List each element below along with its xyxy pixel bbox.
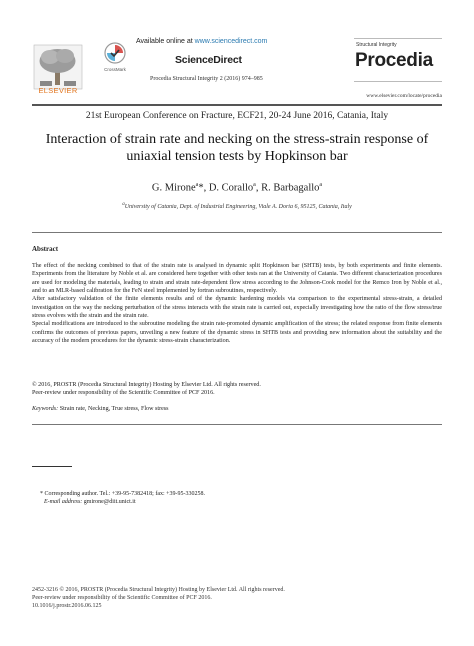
bottom-copyright (32, 586, 442, 610)
sciencedirect-link[interactable]: www.sciencedirect.com (194, 38, 268, 45)
email-line (40, 498, 205, 506)
header-divider (32, 104, 442, 106)
elsevier-wordmark: ELSEVIER (38, 86, 78, 95)
title-divider (32, 232, 442, 233)
available-online-line (136, 38, 267, 45)
affiliation (32, 202, 442, 210)
paper-title-line-2: uniaxial tension tests by Hopkinson bar (126, 149, 348, 164)
corresponding-mark: * (198, 182, 204, 194)
paper-title-line-1: Interaction of strain rate and necking on the stress-strain response of (45, 132, 429, 147)
footnote-rule (32, 466, 72, 467)
issn-line: 2452-3216 © 2016, PROSTR (Procedia Structural Integrity) Hosting by Elsevier Ltd. All rights reserved. (32, 587, 285, 593)
abstract-paragraph: The effect of the necking combined to that of the strain rate is analysed in dynamic split Hopkinson bar (SHTB) tests, by both experiments and finite elements. Experiments from the literature by Noble et al. are considered here together with other tests ran at the University of Catania. Two different characterization procedures are used for modeling the materials, leading to strain and strain rate-dependent flow stress according to the Johnson-Cook model for the Remco Iron by Noble et al., and to an MLR-based calibration for the FeN steel implemented by fortran subroutines, respectively. (32, 263, 442, 295)
author-corallo: , D. Corallo (203, 182, 254, 194)
affiliation-text: University of Catania, Dept. of Industrial Engineering, Viale A. Doria 6, 95125, Catania, Italy (124, 204, 352, 210)
sciencedirect-brand: ScienceDirect (175, 54, 242, 66)
procedia-logo-box (354, 38, 442, 82)
procedia-locate-url[interactable]: www.elsevier.com/locate/procedia (366, 93, 442, 99)
keywords-text: Strain rate, Necking, True stress, Flow stress (58, 406, 169, 412)
corresponding-author-line: * Corresponding author. Tel.: +39-95-7382418; fax: +39-95-330258. (40, 491, 206, 497)
keywords-label: Keywords: (32, 406, 59, 412)
keywords (32, 406, 442, 412)
abstract-paragraph: Special modifications are introduced to the subroutine modeling the strain rate-promoted dynamic amplification of the stress; the related response from finite elements confirms the outcomes of previous papers, unveiling a new feature of the dynamic stress in SHTB tests and providing new information about the suitability and the accuracy of the modern procedures for the dynamic stress-strain characterization. (32, 321, 442, 345)
corresponding-footnote (40, 490, 205, 506)
copyright-notice (32, 381, 442, 398)
journal-header (32, 36, 442, 98)
bottom-peer-review-line: Peer-review under responsibility of the Scientific Committee of PCF 2016. (32, 595, 212, 601)
author-mirone-affil: a (195, 182, 199, 188)
crossmark-label: CrossMark (104, 67, 126, 72)
email-label: E-mail address: (44, 499, 83, 505)
author-barbagallo: , R. Barbagallo (255, 182, 320, 194)
journal-citation: Procedia Structural Integrity 2 (2016) 974–985 (150, 76, 263, 82)
procedia-series: Structural Integrity (356, 42, 397, 48)
abstract-paragraph: After satisfactory validation of the finite elements results and of the dynamic hardening models via comparison to the experimental stress-strain, a detailed investigation on the way the necking perturbation of the stress interacts with the strain rate is carried out, expecially investigating how the ratio of the flow stress/true stress evolves with the strain and the strain rate. (32, 296, 442, 320)
abstract-heading: Abstract (32, 245, 59, 253)
author-list (32, 182, 442, 194)
abstract-divider (32, 424, 442, 425)
available-prefix: Available online at (136, 38, 195, 45)
email-address[interactable]: gmirone@diit.unict.it (82, 499, 136, 505)
copyright-line: © 2016, PROSTR (Procedia Structural Integrity) Hosting by Elsevier Ltd. All rights reserved. (32, 382, 261, 388)
author-corallo-affil: a (253, 182, 256, 188)
peer-review-line: Peer-review under responsibility of the Scientific Committee of PCF 2016. (32, 390, 215, 397)
author-mirone: G. Mirone (151, 182, 196, 194)
conference-line: 21st European Conference on Fracture, ECF21, 20-24 June 2016, Catania, Italy (85, 111, 389, 121)
procedia-wordmark: Procedia (355, 50, 433, 71)
affiliation-marker: a (122, 202, 125, 207)
crossmark-icon[interactable] (104, 42, 126, 64)
author-barbagallo-affil: a (319, 182, 323, 188)
abstract-body (32, 262, 442, 345)
paper-title (32, 131, 442, 165)
doi-line[interactable]: 10.1016/j.prostr.2016.06.125 (32, 603, 102, 609)
